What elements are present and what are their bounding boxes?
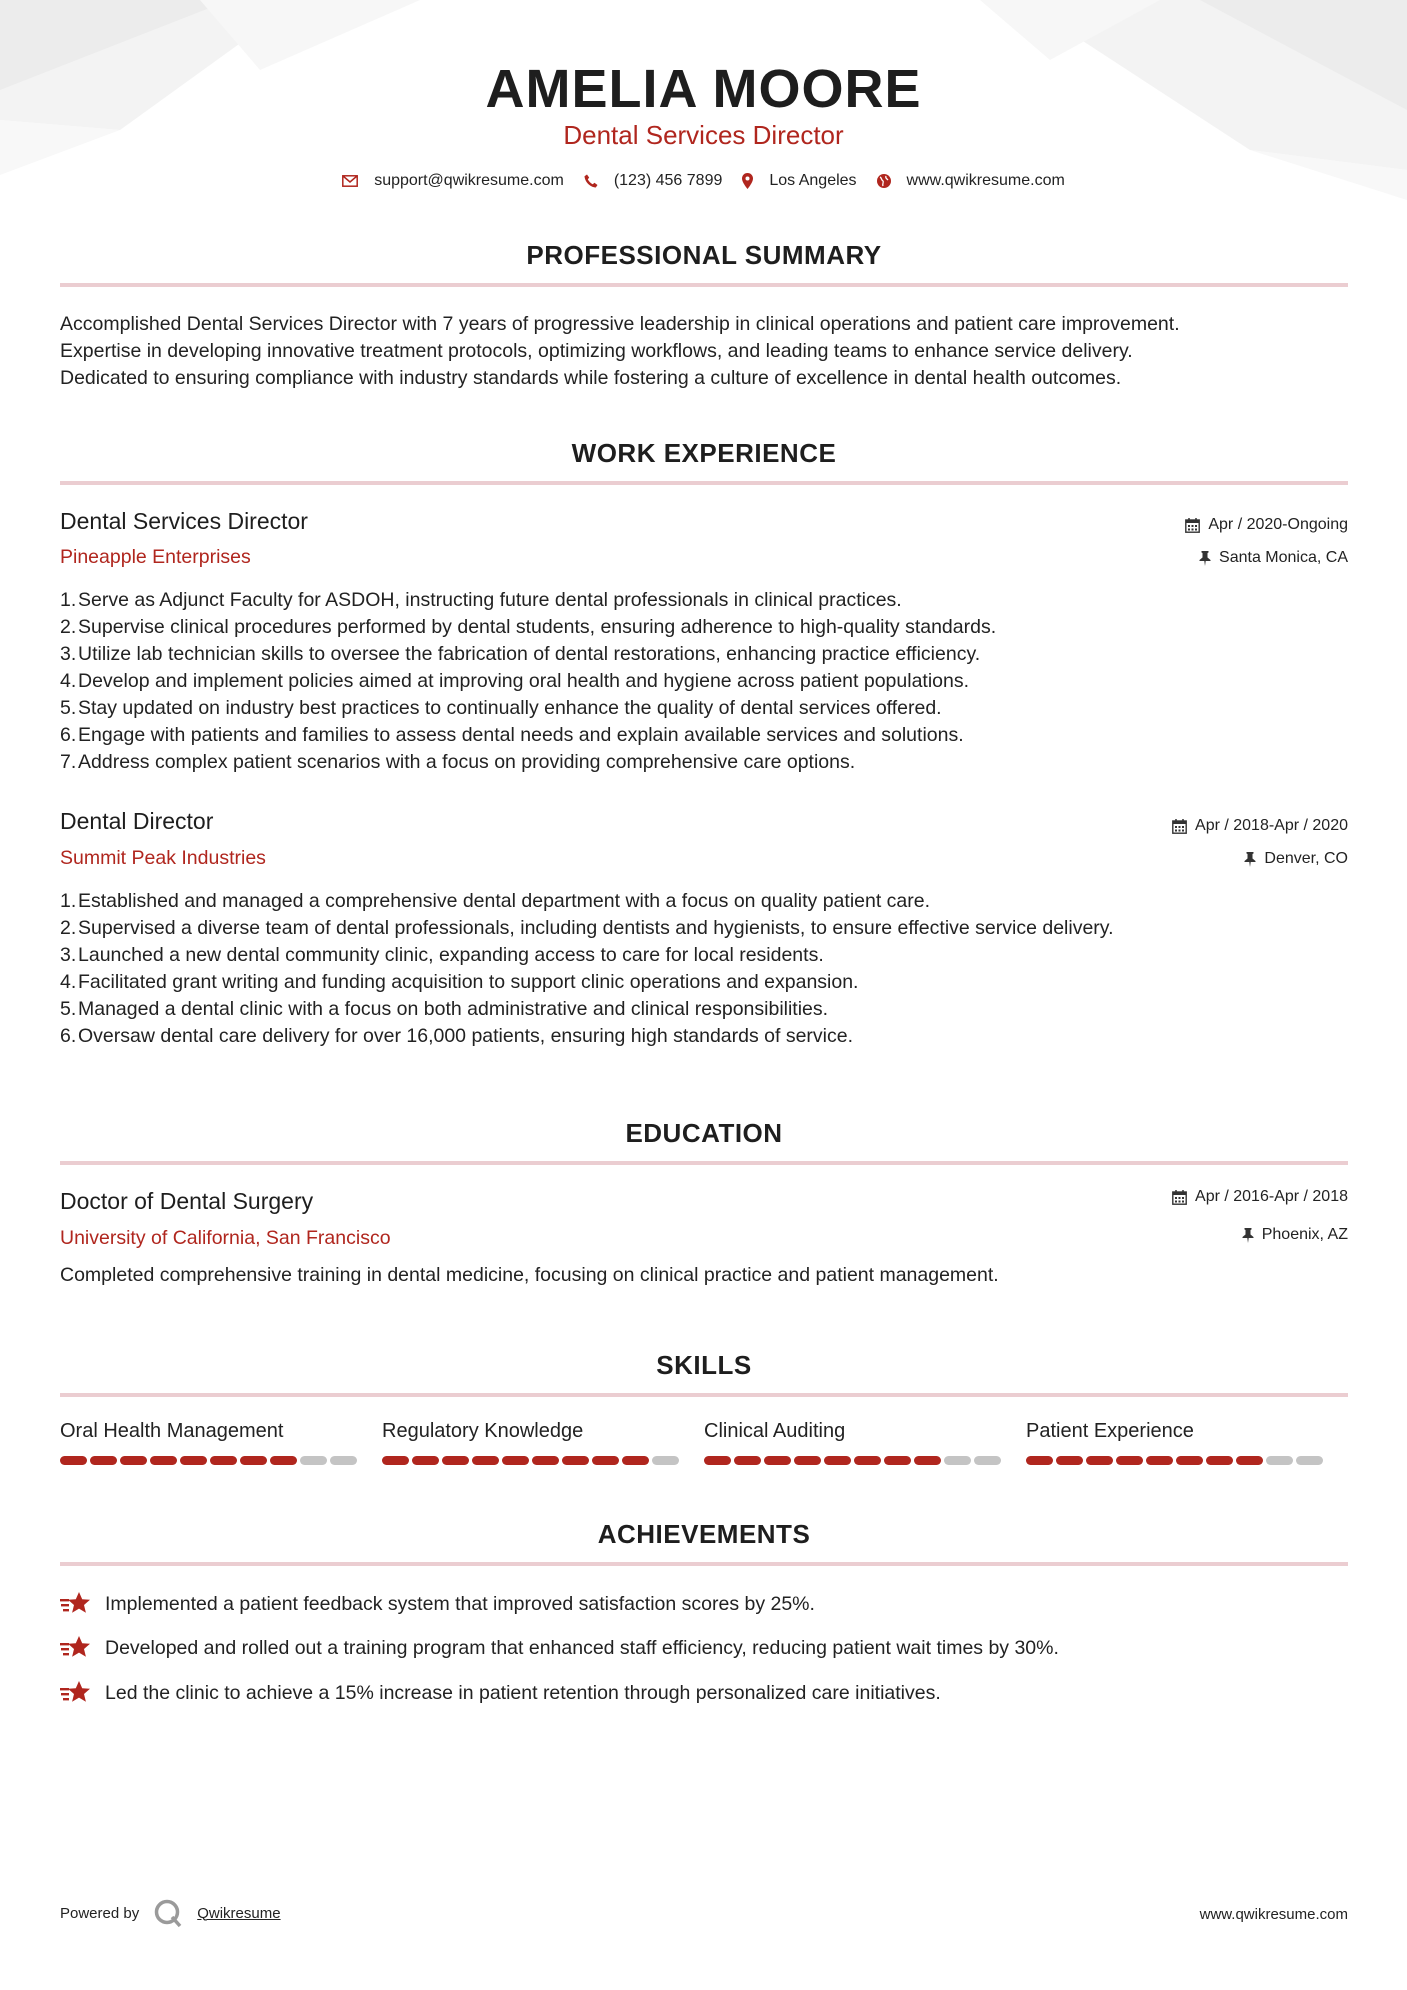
skill-dot-filled [270,1456,297,1465]
skill-dot-filled [240,1456,267,1465]
list-item: 5. Stay updated on industry best practices to continually enhance the quality of dental services offered. [60,697,942,719]
job-dates [1185,516,1348,534]
skill-dot-filled [502,1456,529,1465]
skill-dot-filled [210,1456,237,1465]
skill-dot-filled [1086,1456,1113,1465]
skill-dot-empty [944,1456,971,1465]
skill-dot-filled [1026,1456,1053,1465]
summary-text [60,311,1360,392]
skill-dot-filled [412,1456,439,1465]
skill-dot-filled [442,1456,469,1465]
job-responsibilities [60,888,1350,1050]
skill-rating [382,1456,704,1465]
contact-row [0,172,1407,190]
experience-heading: WORK EXPERIENCE [571,438,837,468]
star-icon [60,1591,92,1617]
skill-item [1026,1420,1348,1465]
skill-dot-filled [1176,1456,1203,1465]
skill-dot-empty [330,1456,357,1465]
skill-dot-filled [1236,1456,1263,1465]
achievements-heading: ACHIEVEMENTS [597,1519,811,1549]
skill-item [704,1420,1026,1465]
contact-location [742,172,856,190]
skill-dot-empty [974,1456,1001,1465]
job-location [1199,549,1348,567]
skill-dot-empty [652,1456,679,1465]
powered-by-label: Powered by [60,1904,140,1922]
map-marker-icon [742,173,753,189]
skill-dot-filled [704,1456,731,1465]
skill-dot-empty [1266,1456,1293,1465]
summary-divider [60,283,1348,287]
skill-dot-filled [472,1456,499,1465]
calendar-icon [1185,518,1200,533]
contact-email-text: support@qwikresume.com [374,172,564,189]
calendar-icon [1172,1190,1187,1205]
skill-rating [1026,1456,1348,1465]
list-item: 3. Utilize lab technician skills to oversee the fabrication of dental restorations, enhancing practice efficiency. [60,643,981,665]
skill-dot-filled [180,1456,207,1465]
education-dates-text: Apr / 2016-Apr / 2018 [1195,1188,1348,1205]
skill-dot-filled [120,1456,147,1465]
job-location [1244,850,1348,868]
skill-dot-filled [90,1456,117,1465]
education-description: Completed comprehensive training in dental medicine, focusing on clinical practice and patient management. [60,1264,999,1286]
list-item: 3. Launched a new dental community clinic, expanding access to care for local residents. [60,944,824,966]
list-item: 4. Facilitated grant writing and funding acquisition to support clinic operations and expansion. [60,971,859,993]
candidate-name: AMELIA MOORE [485,59,922,119]
skill-dot-filled [1116,1456,1143,1465]
list-item: 6. Oversaw dental care delivery for over 16,000 patients, ensuring high standards of service. [60,1025,854,1047]
skill-name: Patient Experience [1026,1420,1194,1442]
list-item: 2. Supervised a diverse team of dental professionals, including dentists and hygienists, to ensure effective service delivery. [60,917,1114,939]
skill-dot-filled [794,1456,821,1465]
contact-phone-text: (123) 456 7899 [613,172,723,189]
skill-name: Clinical Auditing [704,1420,846,1442]
education-school: University of California, San Francisco [60,1227,391,1249]
summary-line: Accomplished Dental Services Director with 7 years of progressive leadership in clinical operations and patient care improvement. [60,313,1180,335]
job-title: Dental Services Director [60,508,308,534]
skill-dot-filled [382,1456,409,1465]
skill-dot-filled [562,1456,589,1465]
skill-dot-filled [1146,1456,1173,1465]
education-dates [1172,1188,1348,1206]
contact-website-text: www.qwikresume.com [906,172,1065,189]
education-divider [60,1161,1348,1165]
job-dates-text: Apr / 2020-Ongoing [1208,516,1348,533]
skill-item [382,1420,704,1465]
job-dates-text: Apr / 2018-Apr / 2020 [1195,817,1348,834]
contact-website[interactable] [877,172,1065,190]
qwikresume-link[interactable]: Qwikresume [197,1904,281,1922]
achievement-item [60,1635,1059,1661]
skill-name: Regulatory Knowledge [382,1420,584,1442]
summary-line: Expertise in developing innovative treatment protocols, optimizing workflows, and leading teams to enhance service delivery. [60,340,1133,362]
skill-dot-filled [1206,1456,1233,1465]
job-dates [1172,817,1348,835]
achievement-text: Developed and rolled out a training program that enhanced staff efficiency, reducing patient wait times by 30%. [105,1636,1059,1659]
list-item: 1. Serve as Adjunct Faculty for ASDOH, instructing future dental professionals in clinical practices. [60,589,902,611]
pushpin-icon [1244,852,1256,867]
achievement-item [60,1591,815,1617]
skill-dot-filled [592,1456,619,1465]
list-item: 2. Supervise clinical procedures performed by dental students, ensuring adherence to high-quality standards. [60,616,997,638]
star-icon [60,1635,92,1661]
skill-dot-filled [914,1456,941,1465]
job-title: Dental Director [60,808,214,834]
contact-phone[interactable] [584,172,723,190]
skill-dot-filled [622,1456,649,1465]
list-item: 5. Managed a dental clinic with a focus on both administrative and clinical responsibilities. [60,998,829,1020]
skill-name: Oral Health Management [60,1420,284,1442]
skill-dot-filled [764,1456,791,1465]
envelope-icon [342,175,358,187]
qwikresume-logo-icon [153,1898,183,1928]
education-heading: EDUCATION [625,1118,783,1148]
skills-list [60,1420,1348,1465]
skill-dot-filled [824,1456,851,1465]
job-company: Pineapple Enterprises [60,546,251,568]
skill-dot-filled [1056,1456,1083,1465]
experience-divider [60,481,1348,485]
education-degree: Doctor of Dental Surgery [60,1188,314,1214]
phone-icon [584,174,598,188]
achievement-item [60,1680,941,1706]
skill-dot-filled [150,1456,177,1465]
skill-rating [704,1456,1026,1465]
globe-icon [877,174,891,188]
job-location-text: Santa Monica, CA [1219,549,1348,566]
achievements-divider [60,1562,1348,1566]
contact-location-text: Los Angeles [769,172,857,189]
job-location-text: Denver, CO [1264,850,1348,867]
skill-rating [60,1456,382,1465]
candidate-title: Dental Services Director [563,120,844,150]
job-responsibilities [60,587,1350,776]
skill-dot-filled [532,1456,559,1465]
skill-item [60,1420,382,1465]
skills-heading: SKILLS [656,1350,752,1380]
job-company: Summit Peak Industries [60,847,266,869]
footer-website[interactable]: www.qwikresume.com [1199,1906,1348,1923]
achievement-text: Implemented a patient feedback system that improved satisfaction scores by 25%. [105,1592,815,1615]
list-item: 6. Engage with patients and families to assess dental needs and explain available services and solutions. [60,724,964,746]
summary-heading: PROFESSIONAL SUMMARY [526,240,882,270]
contact-email[interactable] [342,172,564,190]
skills-divider [60,1393,1348,1397]
footer-powered-by [60,1898,281,1928]
achievement-text: Led the clinic to achieve a 15% increase in patient retention through personalized care initiatives. [105,1681,941,1704]
list-item: 4. Develop and implement policies aimed at improving oral health and hygiene across patient populations. [60,670,970,692]
list-item: 7. Address complex patient scenarios with a focus on providing comprehensive care options. [60,751,856,773]
education-location-text: Phoenix, AZ [1261,1226,1348,1243]
pushpin-icon [1199,551,1211,566]
skill-dot-filled [60,1456,87,1465]
list-item: 1. Established and managed a comprehensive dental department with a focus on quality patient care. [60,890,931,912]
skill-dot-filled [854,1456,881,1465]
summary-line: Dedicated to ensuring compliance with industry standards while fostering a culture of excellence in dental health outcomes. [60,367,1122,389]
pushpin-icon [1242,1228,1254,1243]
skill-dot-empty [300,1456,327,1465]
skill-dot-filled [884,1456,911,1465]
education-location [1242,1226,1348,1244]
skill-dot-filled [734,1456,761,1465]
calendar-icon [1172,819,1187,834]
skill-dot-empty [1296,1456,1323,1465]
star-icon [60,1680,92,1706]
